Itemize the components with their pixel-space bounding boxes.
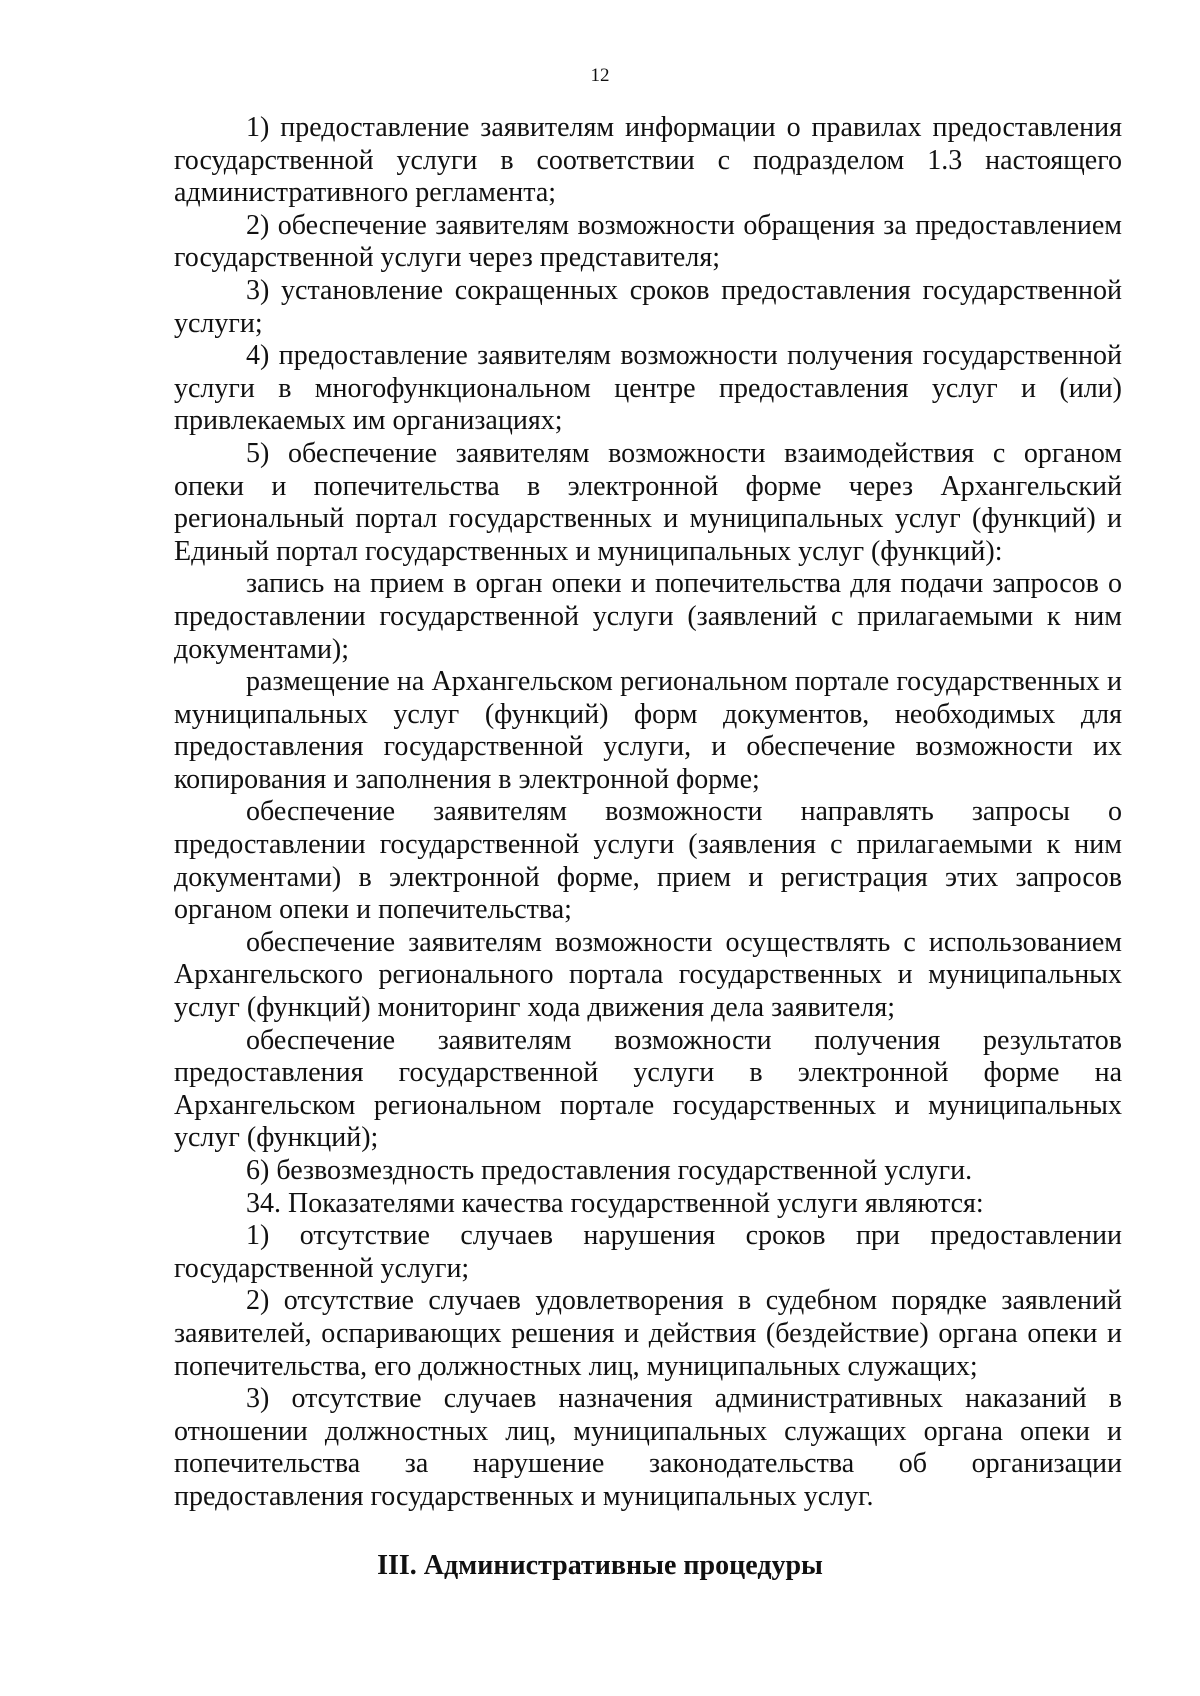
paragraph-14: 2) отсутствие случаев удовлетворения в судебном порядке заявлений заявителей, оспаривающих решения и действия (бездействие) органа опеки и попечительства, его должностных лиц, муниципальных служащих;: [174, 1285, 1122, 1382]
paragraph-6: запись на прием в орган опеки и попечительства для подачи запросов о предоставлении государственной услуги (заявлений с прилагаемыми к ним документами);: [174, 568, 1122, 665]
paragraph-15: 3) отсутствие случаев назначения административных наказаний в отношении должностных лиц, муниципальных служащих органа опеки и попечительства за нарушение законодательства об организации предоставления государственных и муниципальных услуг.: [174, 1383, 1122, 1512]
paragraph-5: 5) обеспечение заявителям возможности взаимодействия с органом опеки и попечительства в электронной форме через Архангельский региональный портал государственных и муниципальных услуг (функций) и Единый портал государственных и муниципальных услуг (функций):: [174, 437, 1122, 567]
page-number: 12: [590, 65, 610, 86]
paragraph-9: обеспечение заявителям возможности осуществлять с использованием Архангельского регионального портала государственных и муниципальных услуг (функций) мониторинг хода движения дела заявителя;: [174, 926, 1122, 1024]
paragraph-13: 1) отсутствие случаев нарушения сроков при предоставлении государственной услуги;: [174, 1220, 1122, 1284]
paragraph-12: 34. Показателями качества государственной услуги являются:: [246, 1187, 984, 1219]
paragraph-2: 2) обеспечение заявителям возможности обращения за предоставлением государственной услуги через представителя;: [174, 209, 1122, 274]
paragraph-7: размещение на Архангельском региональном портале государственных и муниципальных услуг (функций) форм документов, необходимых для предоставления государственной услуги, и обеспечение возможности их копирования и заполнения в электронной форме;: [174, 666, 1122, 795]
paragraph-1: 1) предоставление заявителям информации о правилах предоставления государственной услуги в соответствии с подразделом 1.3 настоящего административного регламента;: [174, 112, 1122, 209]
section-heading: III. Административные процедуры: [377, 1550, 823, 1581]
paragraph-10: обеспечение заявителям возможности получения результатов предоставления государственной услуги в электронной форме на Архангельском региональном портале государственных и муниципальных услуг (функций);: [174, 1024, 1122, 1154]
paragraph-11: 6) безвозмездность предоставления государственной услуги.: [246, 1155, 973, 1186]
document-body: [174, 112, 1122, 1514]
paragraph-3: 3) установление сокращенных сроков предоставления государственной услуги;: [174, 274, 1122, 339]
paragraph-8: обеспечение заявителям возможности направлять запросы о предоставлении государственной услуги (заявления с прилагаемыми к ним документами) в электронной форме, прием и регистрация этих запросов органом опеки и попечительства;: [174, 796, 1122, 926]
paragraph-4: 4) предоставление заявителям возможности получения государственной услуги в многофункциональном центре предоставления услуг и (или) привлекаемых им организациях;: [174, 340, 1122, 437]
